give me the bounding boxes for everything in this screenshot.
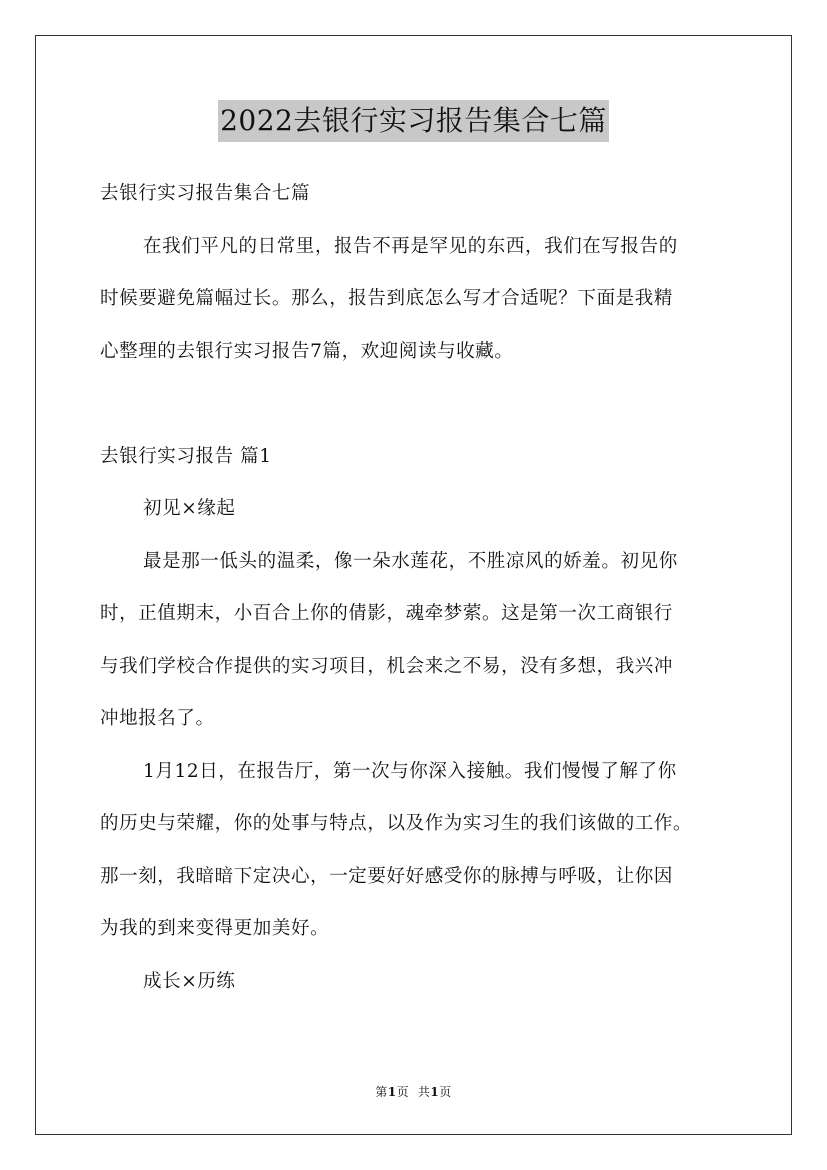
footer-total-number: 1	[430, 1085, 440, 1099]
body-line	[100, 382, 740, 435]
body-line: 时候要避免篇幅过长。那么，报告到底怎么写才合适呢？下面是我精	[100, 288, 674, 309]
body-line: 最是那一低头的温柔，像一朵水莲花，不胜凉风的娇羞。初见你	[143, 550, 678, 572]
page-footer	[0, 1083, 827, 1101]
body-line: 的历史与荣耀，你的处事与特点，以及作为实习生的我们该做的工作。	[100, 813, 693, 834]
footer-page-number: 1	[387, 1085, 397, 1099]
body-line: 那一刻，我暗暗下定决心，一定要好好感受你的脉搏与呼吸，让你因	[100, 865, 674, 887]
body-line: 1月12日，在报告厅，第一次与你深入接触。我们慢慢了解了你	[143, 760, 677, 782]
footer-page-prefix: 第	[375, 1085, 388, 1099]
document-body	[100, 172, 740, 1012]
footer-page-suffix: 页	[396, 1085, 410, 1099]
body-line: 成长×历练	[143, 970, 236, 992]
body-line: 在我们平凡的日常里，报告不再是罕见的东西，我们在写报告的	[143, 235, 678, 257]
body-line: 与我们学校合作提供的实习项目，机会来之不易，没有多想，我兴冲	[100, 655, 674, 677]
body-line: 心整理的去银行实习报告7篇，欢迎阅读与收藏。	[100, 340, 514, 362]
body-line: 去银行实习报告 篇1	[100, 445, 272, 467]
title-container	[0, 100, 827, 142]
body-line: 初见×缘起	[143, 498, 236, 519]
footer-total-prefix: 共	[417, 1085, 431, 1099]
body-line: 为我的到来变得更加美好。	[100, 918, 330, 939]
body-line: 冲地报名了。	[100, 708, 215, 729]
footer-total-suffix: 页	[439, 1085, 452, 1099]
document-title: 2022去银行实习报告集合七篇	[218, 100, 609, 142]
body-line: 去银行实习报告集合七篇	[100, 183, 311, 204]
body-line: 时，正值期末，小百合上你的倩影，魂牵梦萦。这是第一次工商银行	[100, 603, 674, 624]
